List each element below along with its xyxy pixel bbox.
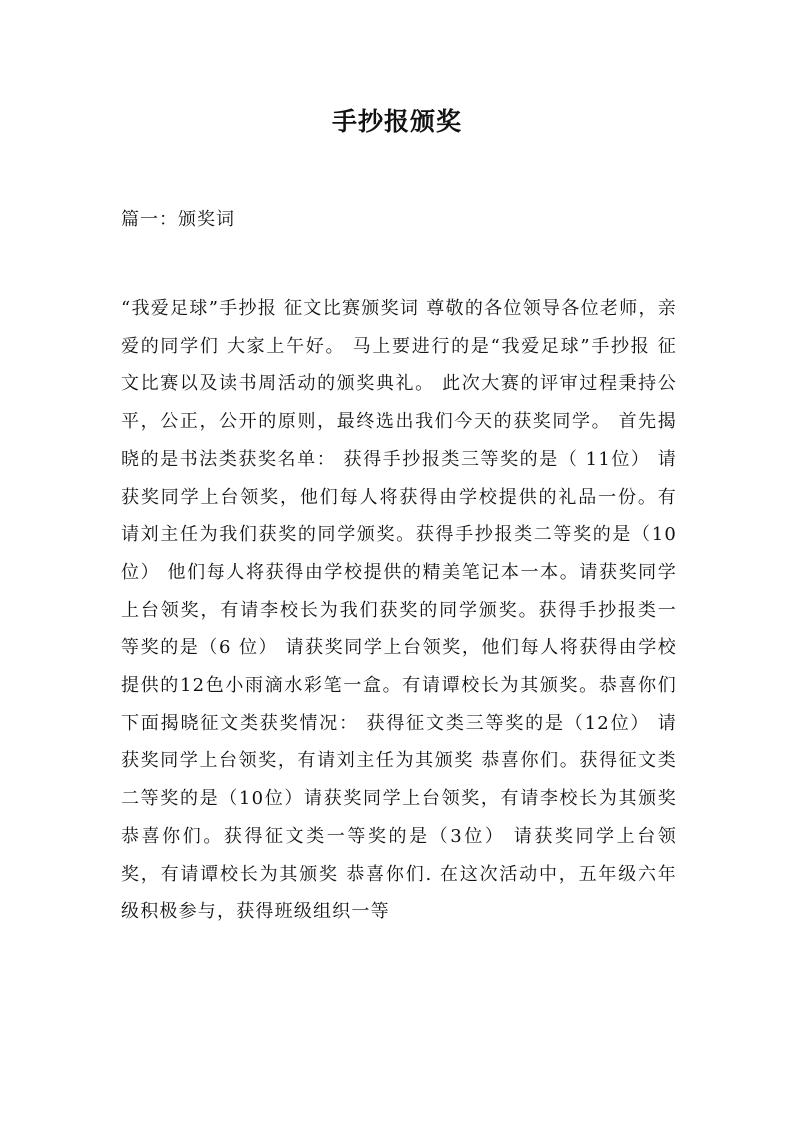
body-paragraph: “我爱足球”手抄报 征文比赛颁奖词 尊敬的各位领导各位老师，亲爱的同学们 大家上午好。 马上要进行的是“我爱足球”手抄报 征文比赛以及读书周活动的颁奖典礼。 此次大赛的评审过程秉持公平，公正，公开的原则，最终选出我们今天的获奖同学。 首先揭晓的是书法类获奖名单： 获得手抄报类三等奖的是（ 11位） 请获奖同学上台领奖，他们每人将获得由学校提供的礼品一份。有请刘主任为我们获奖的同学颁奖。获得手抄报类二等奖的是（10位） 他们每人将获得由学校提供的精美笔记本一本。请获奖同学上台领奖，有请李校长为我们获奖的同学颁奖。获得手抄报类一等奖的是（6 位） 请获奖同学上台领奖，他们每人将获得由学校提供的12色小雨滴水彩笔一盒。有请谭校长为其颁奖。恭喜你们 下面揭晓征文类获奖情况： 获得征文类三等奖的是（12位） 请获奖同学上台领奖，有请刘主任为其颁奖 恭喜你们。获得征文类二等奖的是（10位）请获奖同学上台领奖，有请李校长为其颁奖 恭喜你们。获得征文类一等奖的是（3位） 请获奖同学上台领奖，有请谭校长为其颁奖 恭喜你们. 在这次活动中，五年级六年级积极参与，获得班级组织一等 (121, 298, 677, 923)
section-heading: 篇一：颁奖词 (121, 209, 235, 230)
document-title: 手抄报颁奖 (331, 107, 462, 136)
